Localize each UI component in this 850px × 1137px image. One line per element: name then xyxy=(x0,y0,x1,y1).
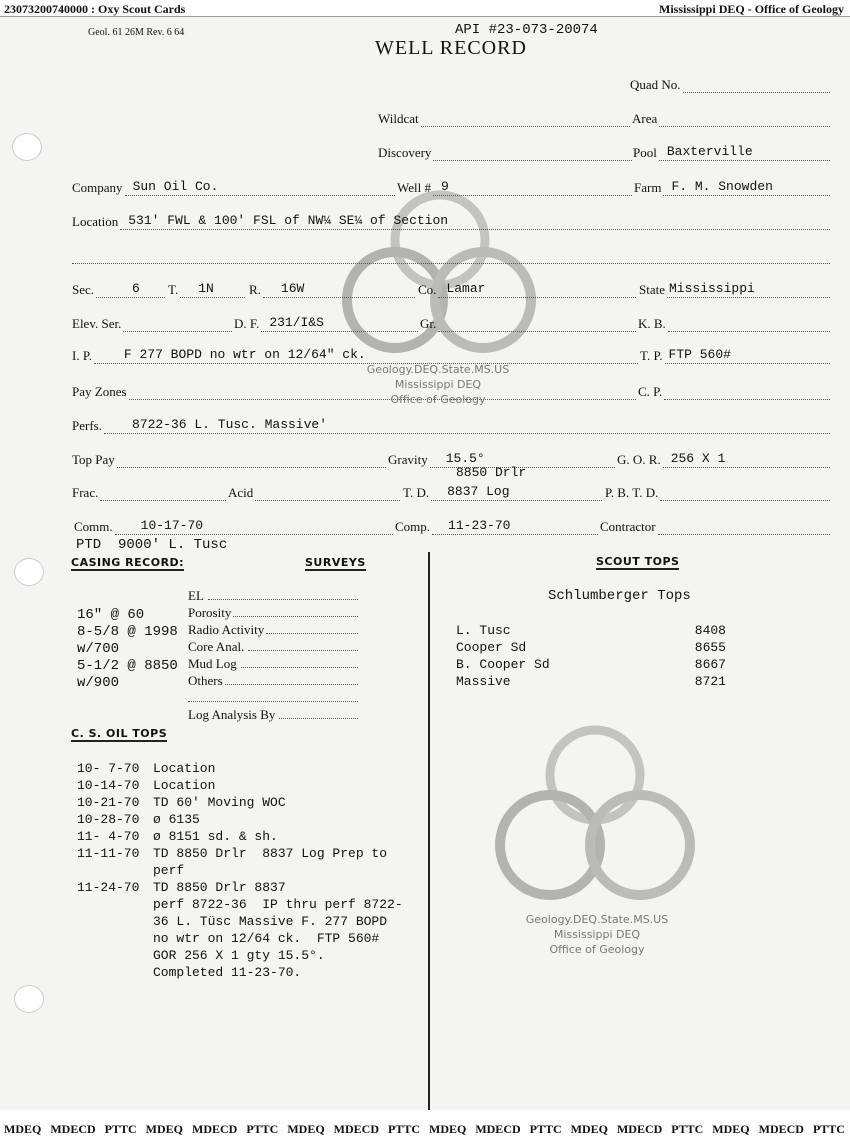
td-driller-value: 8850 Drlr xyxy=(456,465,527,480)
survey-core-anal[interactable]: Core Anal. xyxy=(188,638,358,655)
field-section[interactable]: Sec. 6 xyxy=(72,280,165,298)
table-row: Cooper Sd 8655 xyxy=(456,640,726,655)
list-item: 11-11-70 TD 8850 Drlr 8837 Log Prep to perf xyxy=(77,846,388,878)
header-right: Mississippi DEQ - Office of Geology xyxy=(659,2,844,16)
list-item: 11- 4-70 ø 8151 sd. & sh. xyxy=(77,829,278,844)
location-continuation-line[interactable] xyxy=(72,246,830,264)
field-comm[interactable]: Comm. 10-17-70 xyxy=(74,517,393,535)
scout-tops-heading: SCOUT TOPS xyxy=(596,555,680,568)
survey-others[interactable]: Others xyxy=(188,672,358,689)
survey-log-analysis-by[interactable]: Log Analysis By xyxy=(188,706,358,723)
survey-el[interactable]: EL xyxy=(188,587,358,604)
punch-hole xyxy=(12,133,42,161)
field-farm[interactable]: Farm F. M. Snowden xyxy=(634,178,830,196)
field-county[interactable]: Co. Lamar xyxy=(418,280,636,298)
list-item: 10-14-70 Location xyxy=(77,778,216,793)
field-tp[interactable]: T. P. FTP 560# xyxy=(640,346,830,364)
field-frac[interactable]: Frac. xyxy=(72,483,226,501)
surveys-list xyxy=(188,587,358,723)
list-item: 10-21-70 TD 60' Moving WOC xyxy=(77,795,286,810)
field-contractor[interactable]: Contractor xyxy=(600,517,830,535)
table-row: Massive 8721 xyxy=(456,674,726,689)
survey-radio-activity[interactable]: Radio Activity xyxy=(188,621,358,638)
table-row: L. Tusc 8408 xyxy=(456,623,726,638)
field-location[interactable]: Location 531' FWL & 100' FSL of NW¼ SE¼ of Section xyxy=(72,212,830,230)
list-item: 11-24-70 TD 8850 Drlr 8837 perf 8722-36 IP thru perf 8722- 36 L. Tüsc Massive F. 277 BOPD no wtr on 12/64 ck. FTP 560# GOR 256 X 1 gty 15.5°. Completed 11-23-70. xyxy=(77,880,403,980)
field-discovery[interactable]: Discovery xyxy=(378,143,632,161)
field-gor[interactable]: G. O. R. 256 X 1 xyxy=(617,450,830,468)
survey-blank-line[interactable] xyxy=(188,689,358,706)
field-ip[interactable]: I. P. F 277 BOPD no wtr on 12/64" ck. xyxy=(72,346,638,364)
survey-mud-log[interactable]: Mud Log xyxy=(188,655,358,672)
field-state[interactable]: State Mississippi xyxy=(639,280,830,298)
api-number: API #23-073-20074 xyxy=(455,22,598,38)
scout-tops-table xyxy=(456,622,726,690)
field-wildcat[interactable]: Wildcat xyxy=(378,109,630,127)
cs-oil-tops-list xyxy=(77,760,403,981)
list-item: 10- 7-70 Location xyxy=(77,761,216,776)
casing-record-list: 16" @ 60 8-5/8 @ 1998 w/700 5-1/2 @ 8850 w/900 xyxy=(77,607,178,691)
survey-porosity[interactable]: Porosity xyxy=(188,604,358,621)
list-item: 10-28-70 ø 6135 xyxy=(77,812,200,827)
field-well-number[interactable]: Well # 9 xyxy=(397,178,632,196)
table-row: B. Cooper Sd 8667 xyxy=(456,657,726,672)
mdeq-watermark-logo xyxy=(490,720,700,910)
field-township[interactable]: T. 1N xyxy=(168,280,245,298)
watermark-text: Geology.DEQ.State.MS.US Mississippi DEQ Office of Geology xyxy=(366,363,510,406)
field-acid[interactable]: Acid xyxy=(228,483,400,501)
field-td[interactable]: T. D. 8837 Log xyxy=(403,483,602,501)
field-pbtd[interactable]: P. B. T. D. xyxy=(605,483,830,501)
field-perfs[interactable]: Perfs. 8722-36 L. Tusc. Massive' xyxy=(72,416,830,434)
field-kb[interactable]: K. B. xyxy=(638,314,830,332)
scout-tops-subtitle: Schlumberger Tops xyxy=(548,588,691,604)
ptd-note: PTD 9000' L. Tusc xyxy=(76,537,228,553)
page-title: WELL RECORD xyxy=(375,37,527,59)
cs-oil-tops-heading: C. S. OIL TOPS xyxy=(71,727,168,740)
field-pay-zones[interactable]: Pay Zones xyxy=(72,382,636,400)
field-cp[interactable]: C. P. xyxy=(638,382,830,400)
form-code: Geol. 61 26M Rev. 6 64 xyxy=(88,27,185,38)
field-area[interactable]: Area xyxy=(632,109,830,127)
field-df[interactable]: D. F. 231/I&S xyxy=(234,314,418,332)
casing-record-heading: CASING RECORD: xyxy=(71,556,185,569)
header-bar xyxy=(0,0,850,17)
column-divider xyxy=(428,552,430,1110)
field-pool[interactable]: Pool Baxterville xyxy=(633,143,830,161)
field-range[interactable]: R. 16W xyxy=(249,280,415,298)
field-quad-no[interactable]: Quad No. xyxy=(630,75,830,93)
surveys-heading: SURVEYS xyxy=(305,556,366,569)
watermark-text: Geology.DEQ.State.MS.US Mississippi DEQ Office of Geology xyxy=(525,913,669,956)
field-top-pay[interactable]: Top Pay xyxy=(72,450,386,468)
footer-bar: MDEQ MDECD PTTC MDEQ MDECD PTTC MDEQ MDECD PTTC MDEQ MDECD PTTC MDEQ MDECD PTTC MDEQ MDECD PTTC xyxy=(0,1110,850,1137)
field-comp[interactable]: Comp. 11-23-70 xyxy=(395,517,598,535)
field-gravity[interactable]: Gravity 15.5° xyxy=(388,450,615,468)
field-company[interactable]: Company Sun Oil Co. xyxy=(72,178,395,196)
punch-hole xyxy=(14,558,44,586)
field-elev-ser[interactable]: Elev. Ser. xyxy=(72,314,232,332)
header-left: 23073200740000 : Oxy Scout Cards xyxy=(4,2,186,16)
field-gr[interactable]: Gr. xyxy=(420,314,636,332)
punch-hole xyxy=(14,985,44,1013)
